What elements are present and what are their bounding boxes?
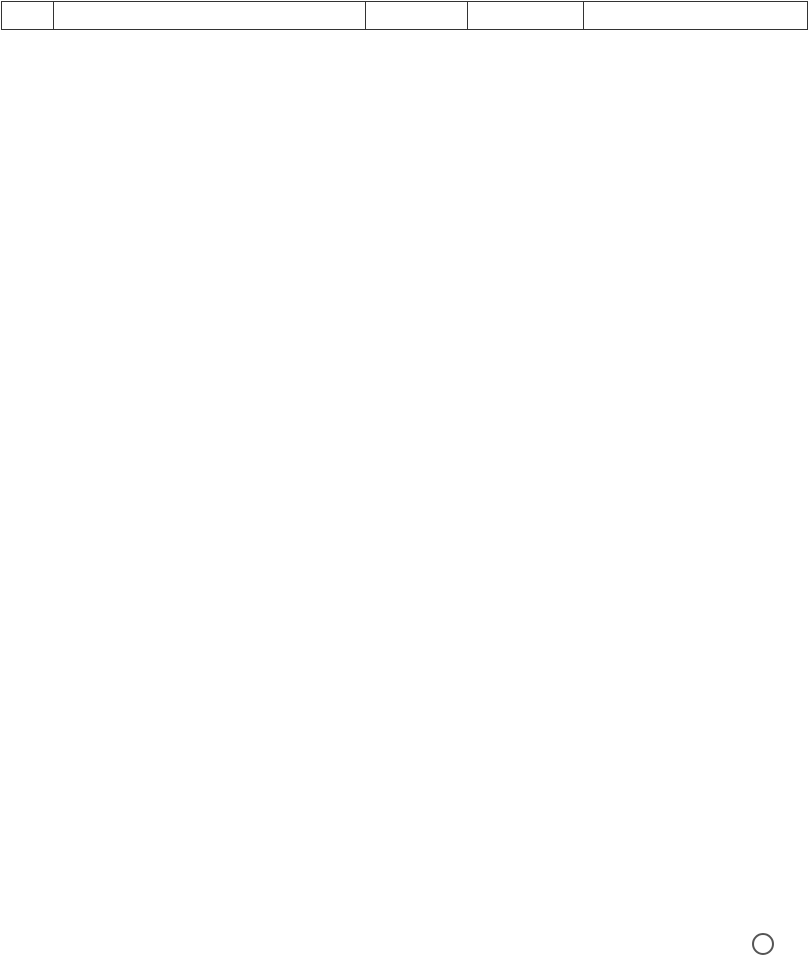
watermark-logo-icon (752, 933, 774, 955)
header-area (468, 2, 584, 30)
header-no (2, 2, 54, 30)
header-row (2, 2, 808, 30)
table-header-section (2, 2, 808, 30)
header-direction (366, 2, 468, 30)
header-type (584, 2, 808, 30)
speed-camera-table (1, 1, 808, 30)
watermark (748, 933, 782, 955)
header-location (54, 2, 366, 30)
